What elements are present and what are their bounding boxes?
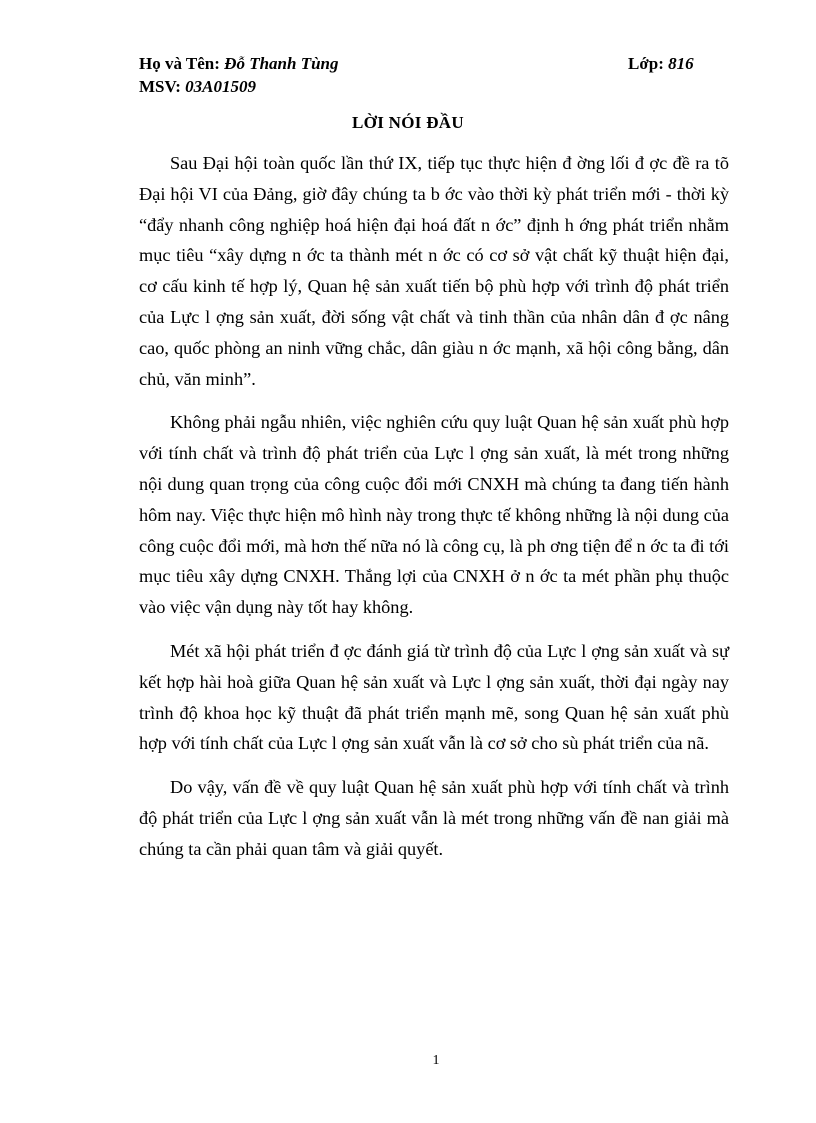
header-row-msv — [139, 75, 709, 98]
student-header — [139, 52, 709, 98]
header-row-name — [139, 52, 709, 75]
paragraph-1: Sau Đại hội toàn quốc lần thứ IX, tiếp tục thực hiện đ ờng lối đ ợc đề ra tõ Đại hội VI của Đảng, giờ đây chúng ta b ớc vào thời kỳ phát triển mới - thời kỳ “đẩy nhanh công nghiệp hoá hiện đại hoá đất n ớc” định h ớng phát triển nhằm mục tiêu “xây dựng n ớc ta thành mét n ớc có cơ sở vật chất kỹ thuật hiện đại, cơ cấu kinh tế hợp lý, Quan hệ sản xuất tiến bộ phù hợp với trình độ phát triển của Lực l ợng sản xuất, đời sống vật chất và tinh thần của nhân dân đ ợc nâng cao, quốc phòng an ninh vững chắc, dân giàu n ớc mạnh, xã hội công bằng, dân chủ, văn minh”. — [139, 153, 729, 389]
class-label: Lớp: — [628, 54, 664, 73]
class-block — [628, 52, 694, 75]
name-label: Họ và Tên: — [139, 54, 220, 73]
msv-label: MSV: — [139, 77, 181, 96]
document-body — [139, 148, 729, 878]
paragraph-3: Mét xã hội phát triển đ ợc đánh giá từ trình độ của Lực l ợng sản xuất và sự kết hợp hài hoà giữa Quan hệ sản xuất và Lực l ợng sản xuất, thời đại ngày nay trình độ khoa học kỹ thuật đã phát triển mạnh mẽ, song Quan hệ sản xuất phù hợp với tính chất của Lực l ợng sản xuất vẫn là cơ sở cho sù phát triển của nã. — [139, 640, 729, 754]
paragraph-4: Do vậy, vấn đề về quy luật Quan hệ sản xuất phù hợp với tính chất và trình độ phát triển của Lực l ợng sản xuất vẫn là mét trong những vấn đề nan giải mà chúng ta cần phải quan tâm và giải quyết. — [139, 777, 729, 859]
page-number: 1 — [432, 1053, 440, 1068]
document-title: LỜI NÓI ĐẦU — [352, 113, 464, 132]
student-name: Đỗ Thanh Tùng — [224, 54, 339, 73]
class-value: 816 — [668, 54, 694, 73]
paragraph-2: Không phải ngẫu nhiên, việc nghiên cứu quy luật Quan hệ sản xuất phù hợp với tính chất và trình độ phát triển của Lực l ợng sản xuất, là mét trong những nội dung quan trọng của công cuộc đổi mới CNXH mà chúng ta đang tiến hành hôm nay. Việc thực hiện mô hình này trong thực tế không những là nội dung của công cuộc đổi mới, mà hơn thế nữa nó là công cụ, là ph ơng tiện để n ớc ta đi tới mục tiêu xây dựng CNXH. Thắng lợi của CNXH ở n ớc ta mét phần phụ thuộc vào việc vận dụng này tốt hay không. — [139, 412, 729, 618]
msv-value: 03A01509 — [185, 77, 256, 96]
